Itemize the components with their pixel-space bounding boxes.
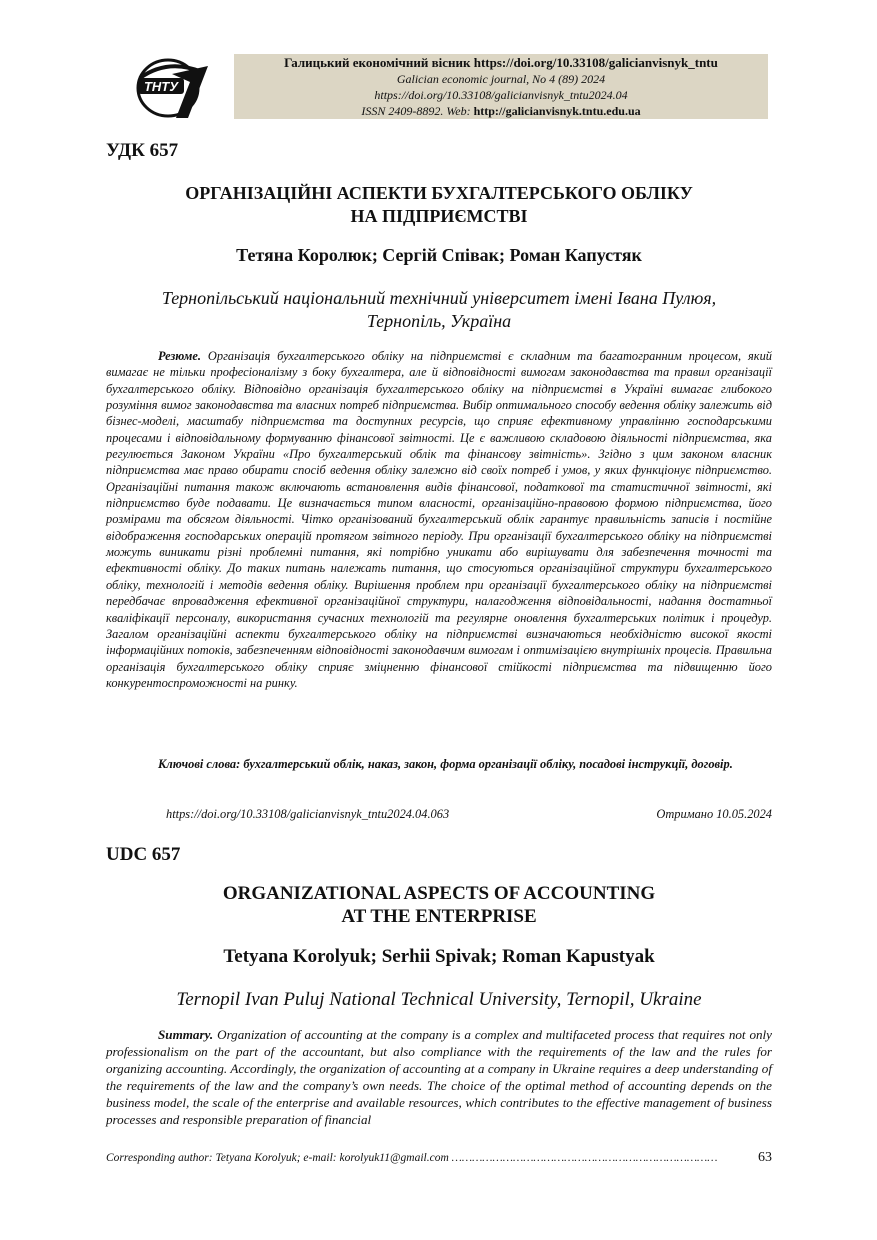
authors-ua: Тетяна Королюк; Сергій Співак; Роман Капустяк: [236, 245, 642, 265]
issn: ISSN 2409-8892. Web:: [361, 104, 471, 118]
svg-text:ТНТУ: ТНТУ: [143, 79, 179, 94]
title-en-line1: ORGANIZATIONAL ASPECTS OF ACCOUNTING: [222, 883, 656, 904]
corresponding-author: Corresponding author: Tetyana Korolyuk; e-mail: korolyuk11@gmail.com ……………………………………………………………………: [106, 1152, 718, 1164]
authors-en: Tetyana Korolyuk; Serhii Spivak; Roman Kapustyak: [223, 946, 655, 967]
issue-doi: https://doi.org/10.33108/galicianvisnyk_tntu2024.04: [374, 88, 628, 102]
journal-name: Галицький економічний вісник https://doi.org/10.33108/galicianvisnyk_tntu: [284, 55, 718, 70]
page-number: 63: [758, 1152, 772, 1164]
summary-en-text: Organization of accounting at the company is a complex and multifaceted process that requires not only professionalism on the part of the accountant, but also compliance with the requirements of the law and the rules for organizing accounting. Accordingly, the organization of accounting at a company in Ukraine requires a deep understanding of the requirements of the law and the company’s own needs. The choice of the optimal method of accounting depends on the business model, the scale of the enterprise and available resources, which contributes to the effective management of business processes and responsible preparation of financial: [106, 1027, 772, 1127]
title-ua: [106, 182, 772, 228]
keywords-ua: [106, 756, 772, 772]
summary-en: [106, 1026, 772, 1128]
journal-logo: [132, 48, 210, 124]
abstract-ua: [106, 348, 772, 691]
affiliation-ua: [106, 287, 772, 333]
journal-issue: Galician economic journal, No 4 (89) 2024: [396, 72, 606, 86]
title-en-line2: AT THE ENTERPRISE: [341, 906, 537, 927]
abstract-ua-text: Організація бухгалтерського обліку на підприємстві є складним та багатогранним процесом, який вимагає не тільки професіоналізму з боку бухгалтера, але й відповідності вимогам законодавства та правил організації бухгалтерського обліку. Відповідно організація бухгалтерського обліку на підприємстві в Україні вимагає глибокого розуміння вимог законодавства та власних потреб підприємства. Вибір оптимального способу ведення обліку залежить від бізнес-моделі, масштабу підприємства та доступних ресурсів, що сприяє ефективному управлінню господарськими процесами і відповідальному формуванню фінансової звітності. Це є важливою складовою діяльності підприємства, яка регулюється Законом України «Про бухгалтерський облік та фінансову звітність». Згідно з цим законом власник підприємства має право обирати спосіб ведення обліку залежно від своїх потреб і умов, у яких функціонує підприємство. Організаційні питання також включають встановлення видів фінансової, податкової та статистичної звітності, які підприємство буде подавати. Це визначається типом власності, організаційно-правовою формою підприємства, його розмірами та обсягом діяльності. Чітко організований бухгалтерський облік гарантує правильність записів і постійне відображення господарських операцій протягом звітного періоду. При організації бухгалтерського обліку на підприємстві можуть виникати різні проблемні питання, які потрібно уникати або вирішувати для забезпечення точності та ефективності обліку. До таких питань належать питання, що стосуються організаційної структури бухгалтерського обліку, технологій і методів ведення обліку. Вирішення проблем при організації бухгалтерського обліку на підприємстві передбачає впровадження ефективної організаційної структури, налагодження відповідальності, надання достатньої кваліфікації персоналу, використання сучасних технологій та регулярне оновлення бухгалтерських політик і процедур. Загалом організаційні аспекти бухгалтерського обліку на підприємстві визначаються необхідністю високої якості інформаційних потоків, забезпеченням відповідності законодавчим вимогам і оптимізацією внутрішніх процесів. Правильна організація бухгалтерського обліку сприяє зміцненню фінансової стійкості підприємства та підвищенню його конкурентоспроможності на ринку.: [106, 349, 772, 690]
affiliation-en: Ternopil Ivan Puluj National Technical University, Ternopil, Ukraine: [176, 989, 702, 1010]
keywords-ua-text: бухгалтерський облік, наказ, закон, форма організації обліку, посадові інструкції, договір.: [243, 757, 733, 771]
journal-header: [234, 54, 768, 119]
page-footer: [106, 1152, 772, 1164]
summary-en-label: Summary.: [158, 1027, 214, 1042]
article-doi-link[interactable]: https://doi.org/10.33108/galicianvisnyk_tntu2024.04.063: [166, 807, 450, 821]
keywords-ua-label: Ключові слова:: [158, 757, 241, 771]
title-ua-line1: ОРГАНІЗАЦІЙНІ АСПЕКТИ БУХГАЛТЕРСЬКОГО ОБЛІКУ: [185, 183, 693, 203]
affiliation-ua-line1: Тернопільський національний технічний університет імені Івана Пулюя,: [161, 288, 717, 308]
abstract-ua-label: Резюме.: [158, 349, 201, 363]
journal-website-link[interactable]: http://galicianvisnyk.tntu.edu.ua: [473, 104, 641, 118]
received-date: Отримано 10.05.2024: [656, 807, 772, 821]
issn-line: [234, 103, 768, 119]
title-en: [106, 882, 772, 928]
udc-en: UDC 657: [106, 844, 181, 865]
title-ua-line2: НА ПІДПРИЄМСТВІ: [350, 206, 528, 226]
udc-ua: УДК 657: [106, 140, 179, 161]
affiliation-ua-line2: Тернопіль, Україна: [366, 311, 512, 331]
